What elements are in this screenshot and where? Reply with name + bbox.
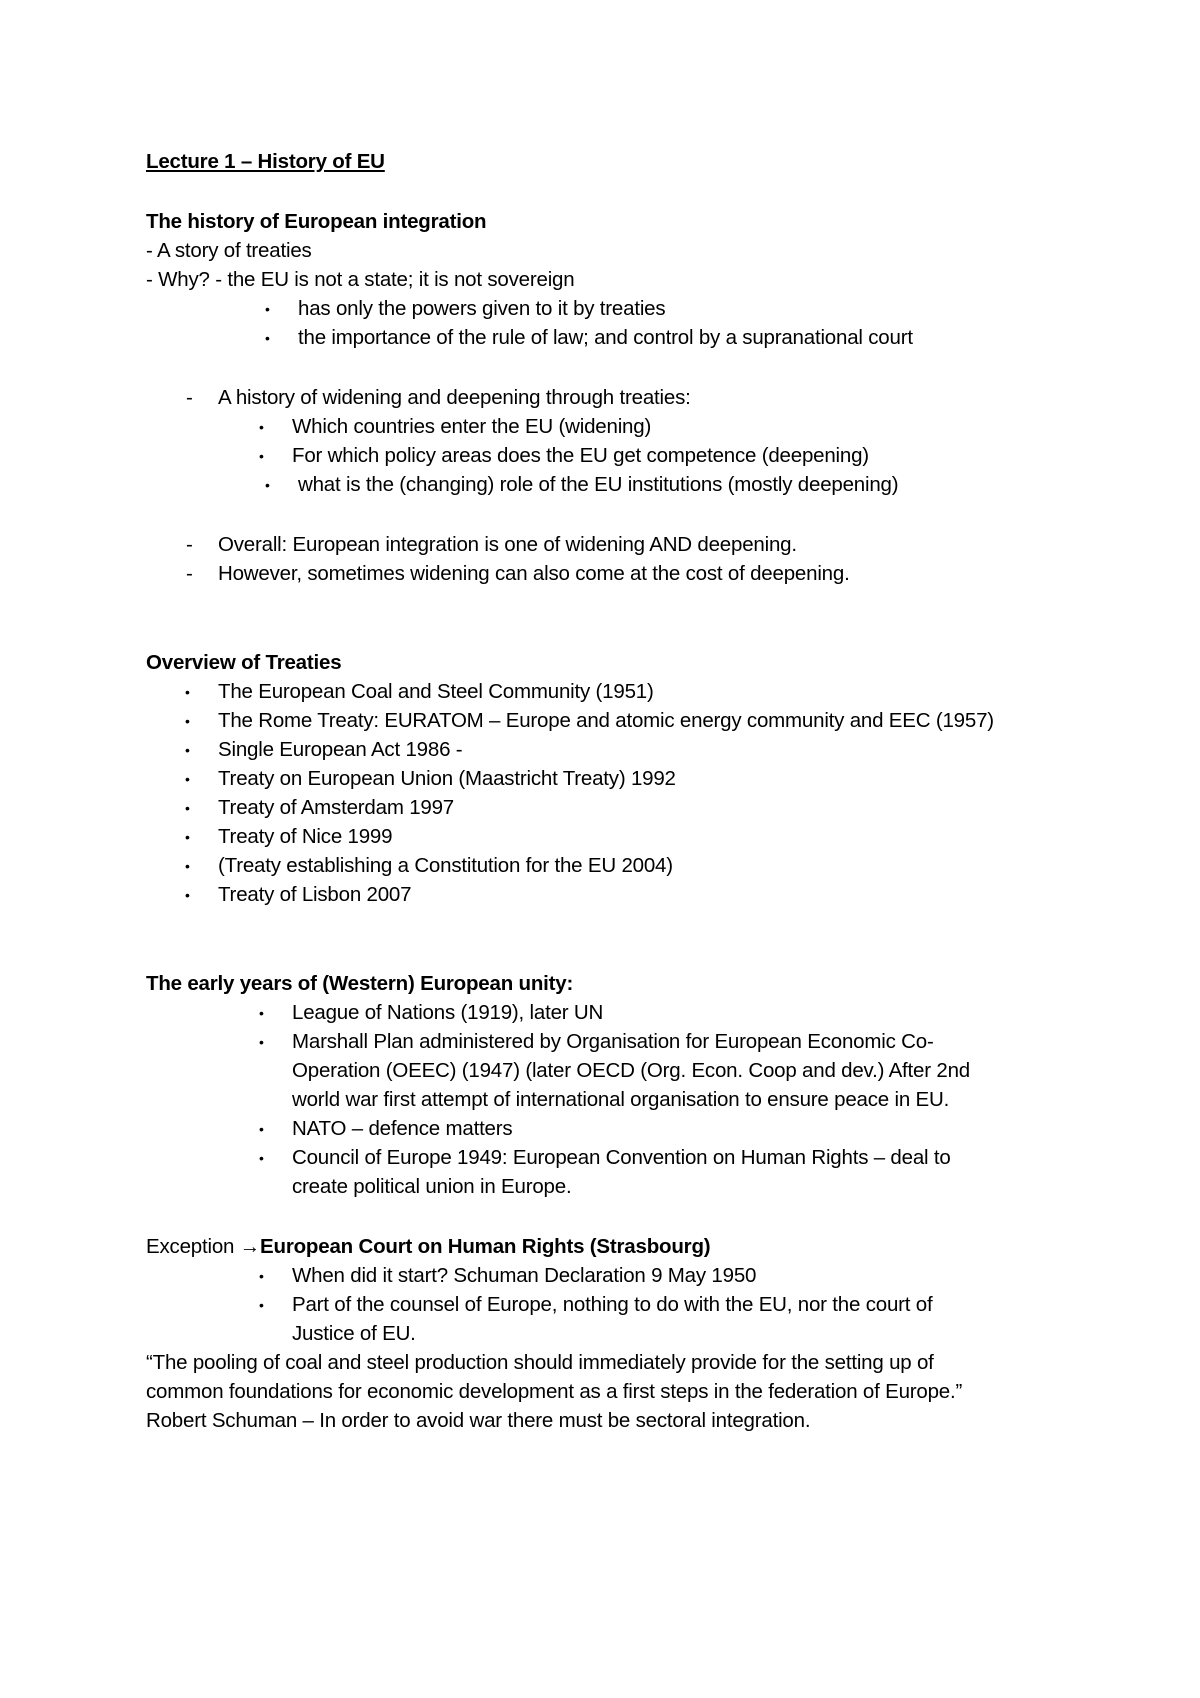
list-item: • the importance of the rule of law; and control by a supranational court <box>298 326 913 350</box>
list-item: • Which countries enter the EU (widening) <box>292 415 651 439</box>
list-item: • When did it start? Schuman Declaration 9 May 1950 <box>292 1264 756 1288</box>
list-item: • Treaty of Amsterdam 1997 <box>218 796 454 820</box>
list-item: • what is the (changing) role of the EU institutions (mostly deepening) <box>298 473 898 497</box>
text-line: world war first attempt of international organisation to ensure peace in EU. <box>292 1088 950 1111</box>
list-item: • has only the powers given to it by treaties <box>298 297 665 321</box>
exception-heading: European Court on Human Rights (Strasbourg) <box>260 1235 711 1258</box>
list-item: • For which policy areas does the EU get competence (deepening) <box>292 444 869 468</box>
page-title: Lecture 1 – History of EU <box>146 150 385 173</box>
text-line: - Why? - the EU is not a state; it is not sovereign <box>146 268 575 291</box>
dash-item: - Overall: European integration is one of widening AND deepening. <box>218 533 797 557</box>
list-item: • Single European Act 1986 - <box>218 738 462 762</box>
list-item: • Part of the counsel of Europe, nothing to do with the EU, nor the court of <box>292 1293 932 1317</box>
exception-prefix: Exception → <box>146 1235 261 1258</box>
list-item: • NATO – defence matters <box>292 1117 512 1141</box>
section-heading-early-years: The early years of (Western) European unity: <box>146 972 574 995</box>
list-item: • The Rome Treaty: EURATOM – Europe and atomic energy community and EEC (1957) <box>218 709 994 733</box>
list-item: • Treaty of Lisbon 2007 <box>218 883 411 907</box>
section-heading-history: The history of European integration <box>146 210 487 233</box>
dash-item: - A history of widening and deepening through treaties: <box>218 386 691 410</box>
list-item: • Treaty on European Union (Maastricht Treaty) 1992 <box>218 767 676 791</box>
text-line: create political union in Europe. <box>292 1175 572 1198</box>
quote-line: common foundations for economic development as a first steps in the federation of Europe.” <box>146 1380 963 1403</box>
text-line: Justice of EU. <box>292 1322 416 1345</box>
quote-line: “The pooling of coal and steel production should immediately provide for the setting up of <box>146 1351 934 1374</box>
list-item: • Marshall Plan administered by Organisation for European Economic Co- <box>292 1030 934 1054</box>
section-heading-treaties: Overview of Treaties <box>146 651 342 674</box>
section-heading-exception <box>146 1235 710 1259</box>
list-item: • Council of Europe 1949: European Convention on Human Rights – deal to <box>292 1146 951 1170</box>
list-item: • (Treaty establishing a Constitution for the EU 2004) <box>218 854 673 878</box>
dash-item: - However, sometimes widening can also come at the cost of deepening. <box>218 562 850 586</box>
text-line: - A story of treaties <box>146 239 312 262</box>
list-item: • The European Coal and Steel Community (1951) <box>218 680 654 704</box>
list-item: • Treaty of Nice 1999 <box>218 825 392 849</box>
text-line: Robert Schuman – In order to avoid war there must be sectoral integration. <box>146 1409 811 1432</box>
list-item: • League of Nations (1919), later UN <box>292 1001 603 1025</box>
text-line: Operation (OEEC) (1947) (later OECD (Org. Econ. Coop and dev.) After 2nd <box>292 1059 970 1082</box>
